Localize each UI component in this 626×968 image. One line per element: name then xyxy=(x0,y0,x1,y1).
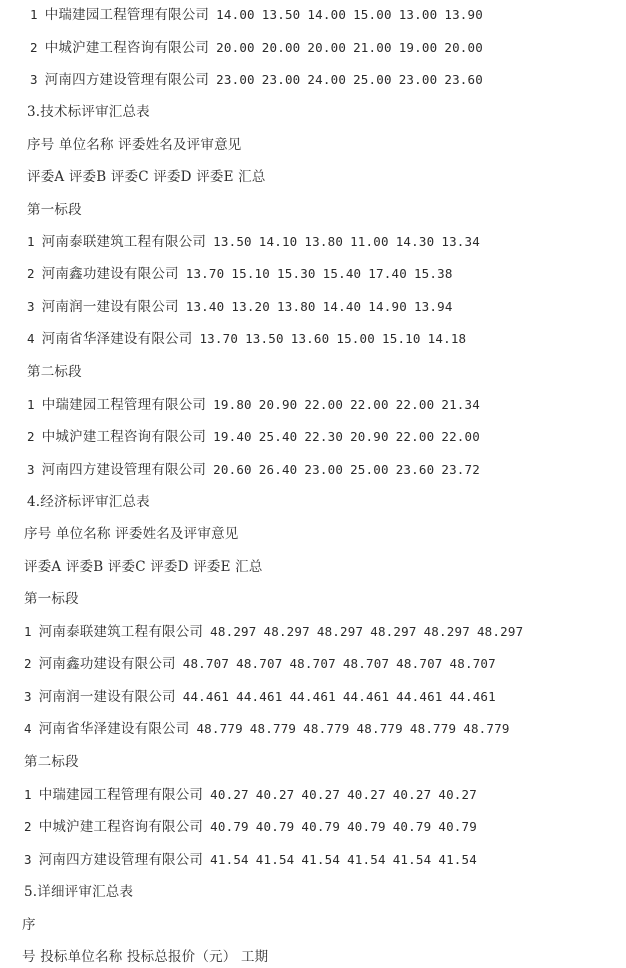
score-value: 40.79 xyxy=(301,819,341,834)
score-value: 40.27 xyxy=(210,787,249,802)
score-value: 25.40 xyxy=(258,429,298,444)
score-value: 23.60 xyxy=(444,72,483,87)
row-number: 1 xyxy=(24,787,32,802)
score-value: 41.54 xyxy=(255,852,295,867)
company-name: 河南四方建设管理有限公司 xyxy=(44,72,210,88)
text-line: 序号 单位名称 评委姓名及评审意见 xyxy=(27,137,242,153)
score-value: 20.00 xyxy=(216,40,255,55)
score-value: 23.00 xyxy=(216,72,255,87)
score-value: 40.27 xyxy=(347,787,386,802)
score-row xyxy=(24,851,477,869)
score-value: 20.00 xyxy=(261,40,301,55)
score-value: 23.60 xyxy=(395,462,435,477)
score-value: 14.10 xyxy=(258,234,298,249)
text-line: 第二标段 xyxy=(27,364,82,380)
score-value: 48.707 xyxy=(449,656,496,671)
score-value: 20.00 xyxy=(307,40,347,55)
score-value: 48.707 xyxy=(396,656,443,671)
score-value: 44.461 xyxy=(236,689,283,704)
score-value: 11.00 xyxy=(350,234,389,249)
score-value: 25.00 xyxy=(353,72,392,87)
score-value: 14.90 xyxy=(368,299,407,314)
score-value: 13.20 xyxy=(231,299,271,314)
score-value: 15.38 xyxy=(413,266,453,281)
row-number: 4 xyxy=(24,721,32,736)
score-row xyxy=(30,39,483,57)
row-number: 1 xyxy=(24,624,32,639)
score-value: 40.79 xyxy=(255,819,295,834)
company-name: 河南四方建设管理有限公司 xyxy=(41,462,207,478)
score-value: 22.00 xyxy=(304,397,344,412)
company-name: 河南泰联建筑工程有限公司 xyxy=(41,234,207,250)
score-value: 48.779 xyxy=(409,721,457,736)
score-row xyxy=(24,720,510,738)
score-value: 17.40 xyxy=(368,266,407,281)
score-value: 23.00 xyxy=(398,72,438,87)
score-value: 48.297 xyxy=(423,624,470,639)
score-value: 22.00 xyxy=(395,429,435,444)
company-name: 河南润一建设有限公司 xyxy=(41,299,179,315)
score-row xyxy=(24,818,477,836)
row-number: 2 xyxy=(24,656,32,671)
score-value: 40.27 xyxy=(392,787,432,802)
score-value: 22.00 xyxy=(350,397,389,412)
company-name: 中瑞建园工程管理有限公司 xyxy=(44,7,210,23)
score-value: 24.00 xyxy=(307,72,347,87)
score-value: 48.707 xyxy=(289,656,336,671)
score-value: 14.00 xyxy=(216,7,255,22)
score-value: 21.34 xyxy=(441,397,480,412)
score-value: 48.779 xyxy=(463,721,510,736)
score-value: 40.27 xyxy=(255,787,295,802)
score-value: 13.60 xyxy=(290,331,330,346)
score-value: 48.779 xyxy=(249,721,297,736)
score-value: 13.50 xyxy=(213,234,252,249)
score-value: 15.10 xyxy=(382,331,421,346)
score-value: 44.461 xyxy=(342,689,390,704)
score-value: 15.30 xyxy=(277,266,316,281)
score-value: 20.00 xyxy=(444,40,483,55)
row-number: 2 xyxy=(30,40,38,55)
company-name: 河南省华泽建设有限公司 xyxy=(41,331,193,347)
score-value: 20.90 xyxy=(258,397,298,412)
row-number: 4 xyxy=(27,331,35,346)
score-value: 44.461 xyxy=(289,689,336,704)
score-value: 20.90 xyxy=(350,429,389,444)
score-value: 40.27 xyxy=(301,787,341,802)
row-number: 3 xyxy=(24,852,32,867)
row-number: 2 xyxy=(27,266,35,281)
score-value: 22.00 xyxy=(441,429,480,444)
text-line: 第一标段 xyxy=(24,591,79,607)
score-value: 23.72 xyxy=(441,462,480,477)
company-name: 中城沪建工程咨询有限公司 xyxy=(44,40,210,56)
row-number: 1 xyxy=(27,234,35,249)
score-value: 44.461 xyxy=(449,689,496,704)
score-value: 40.79 xyxy=(392,819,432,834)
row-number: 2 xyxy=(24,819,32,834)
text-line: 序 xyxy=(22,917,36,933)
score-value: 13.80 xyxy=(304,234,344,249)
score-value: 48.297 xyxy=(316,624,364,639)
score-value: 40.27 xyxy=(438,787,477,802)
text-line: 评委A 评委B 评委C 评委D 评委E 汇总 xyxy=(24,559,263,575)
score-value: 23.00 xyxy=(261,72,301,87)
text-line: 第一标段 xyxy=(27,202,82,218)
score-value: 48.297 xyxy=(476,624,524,639)
company-name: 河南润一建设有限公司 xyxy=(38,689,176,705)
score-value: 15.00 xyxy=(353,7,392,22)
score-value: 13.70 xyxy=(199,331,239,346)
score-value: 48.707 xyxy=(236,656,283,671)
score-value: 48.779 xyxy=(356,721,403,736)
row-number: 3 xyxy=(30,72,38,87)
score-value: 44.461 xyxy=(182,689,230,704)
score-value: 13.50 xyxy=(245,331,284,346)
score-value: 15.10 xyxy=(231,266,271,281)
score-row xyxy=(30,6,483,24)
score-value: 48.297 xyxy=(370,624,417,639)
score-value: 21.00 xyxy=(353,40,392,55)
company-name: 河南四方建设管理有限公司 xyxy=(38,852,204,868)
score-value: 48.707 xyxy=(182,656,230,671)
score-row xyxy=(24,688,496,706)
text-line: 号 投标单位名称 投标总报价（元） 工期 xyxy=(22,949,269,965)
score-value: 14.40 xyxy=(322,299,362,314)
text-line: 5.详细评审汇总表 xyxy=(24,884,134,900)
score-value: 13.70 xyxy=(185,266,225,281)
company-name: 河南鑫功建设有限公司 xyxy=(41,266,179,282)
score-value: 14.18 xyxy=(427,331,467,346)
company-name: 中瑞建园工程管理有限公司 xyxy=(38,787,204,803)
score-value: 48.779 xyxy=(303,721,350,736)
score-value: 48.707 xyxy=(342,656,390,671)
company-name: 河南泰联建筑工程有限公司 xyxy=(38,624,204,640)
score-row xyxy=(24,786,477,804)
score-value: 40.79 xyxy=(347,819,386,834)
score-row xyxy=(24,623,523,641)
score-value: 44.461 xyxy=(396,689,443,704)
score-row xyxy=(27,330,466,348)
text-line: 序号 单位名称 评委姓名及评审意见 xyxy=(24,526,239,542)
score-value: 48.297 xyxy=(263,624,310,639)
row-number: 3 xyxy=(27,299,35,314)
score-value: 19.00 xyxy=(398,40,438,55)
score-row xyxy=(27,298,453,316)
score-value: 48.297 xyxy=(210,624,257,639)
row-number: 1 xyxy=(27,397,35,412)
score-row xyxy=(27,428,480,446)
score-value: 13.94 xyxy=(413,299,453,314)
score-value: 15.00 xyxy=(336,331,375,346)
score-value: 13.40 xyxy=(185,299,225,314)
score-value: 13.90 xyxy=(444,7,483,22)
company-name: 中瑞建园工程管理有限公司 xyxy=(41,397,207,413)
score-value: 14.00 xyxy=(307,7,347,22)
score-value: 15.40 xyxy=(322,266,362,281)
score-value: 13.80 xyxy=(277,299,316,314)
company-name: 河南省华泽建设有限公司 xyxy=(38,721,190,737)
text-line: 评委A 评委B 评委C 评委D 评委E 汇总 xyxy=(27,169,266,185)
score-value: 19.40 xyxy=(213,429,252,444)
score-value: 22.00 xyxy=(395,397,435,412)
score-value: 20.60 xyxy=(213,462,252,477)
score-value: 13.00 xyxy=(398,7,438,22)
score-value: 41.54 xyxy=(392,852,432,867)
score-value: 13.50 xyxy=(261,7,301,22)
company-name: 中城沪建工程咨询有限公司 xyxy=(38,819,204,835)
score-value: 41.54 xyxy=(210,852,249,867)
text-line: 第二标段 xyxy=(24,754,79,770)
score-value: 19.80 xyxy=(213,397,252,412)
score-value: 14.30 xyxy=(395,234,435,249)
score-value: 22.30 xyxy=(304,429,344,444)
score-row xyxy=(27,396,480,414)
score-value: 48.779 xyxy=(196,721,243,736)
score-value: 25.00 xyxy=(350,462,389,477)
text-line: 3.技术标评审汇总表 xyxy=(27,104,150,120)
company-name: 中城沪建工程咨询有限公司 xyxy=(41,429,207,445)
score-row xyxy=(27,265,453,283)
score-row xyxy=(30,71,483,89)
row-number: 2 xyxy=(27,429,35,444)
row-number: 1 xyxy=(30,7,38,22)
text-line: 4.经济标评审汇总表 xyxy=(27,494,150,510)
score-row xyxy=(27,233,480,251)
score-value: 26.40 xyxy=(258,462,298,477)
score-row xyxy=(24,655,496,673)
score-value: 13.34 xyxy=(441,234,480,249)
score-value: 23.00 xyxy=(304,462,344,477)
score-value: 41.54 xyxy=(438,852,477,867)
row-number: 3 xyxy=(24,689,32,704)
company-name: 河南鑫功建设有限公司 xyxy=(38,656,176,672)
score-value: 41.54 xyxy=(301,852,341,867)
row-number: 3 xyxy=(27,462,35,477)
score-row xyxy=(27,461,480,479)
score-value: 40.79 xyxy=(438,819,477,834)
score-value: 40.79 xyxy=(210,819,249,834)
score-value: 41.54 xyxy=(347,852,386,867)
